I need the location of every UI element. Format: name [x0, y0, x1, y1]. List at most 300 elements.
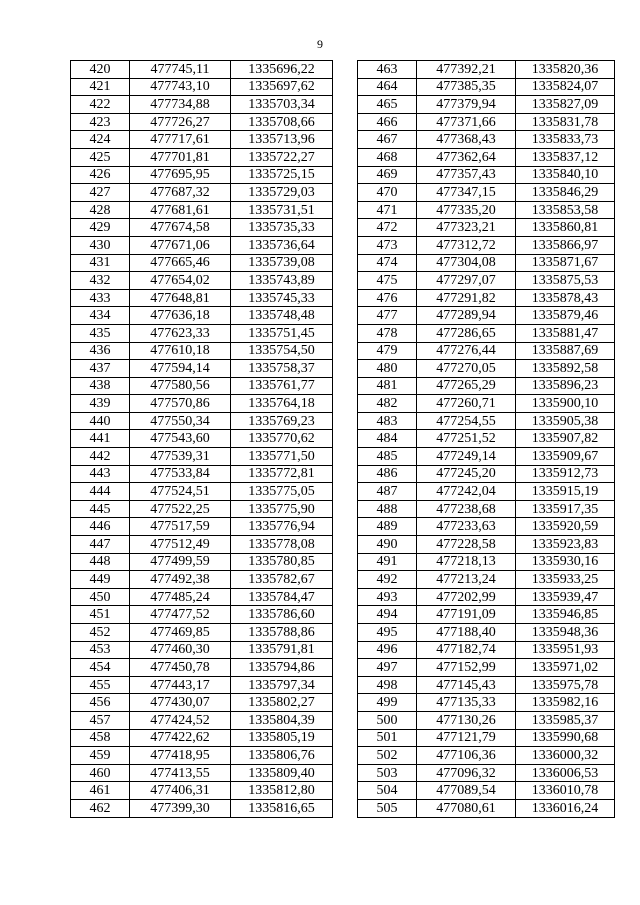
x-coordinate-cell: 477485,24 [130, 588, 231, 606]
table-row [358, 78, 615, 96]
table-row [358, 377, 615, 395]
table-row [71, 201, 333, 219]
table-row [358, 113, 615, 131]
table-row [71, 483, 333, 501]
y-coordinate-cell: 1335923,83 [516, 536, 615, 554]
x-coordinate-cell: 477254,55 [417, 412, 516, 430]
point-number-cell: 492 [358, 571, 417, 589]
x-coordinate-cell: 477539,31 [130, 448, 231, 466]
x-coordinate-cell: 477080,61 [417, 799, 516, 817]
y-coordinate-cell: 1335930,16 [516, 553, 615, 571]
table-row [358, 448, 615, 466]
table-row [71, 307, 333, 325]
point-number-cell: 440 [71, 412, 130, 430]
table-row [358, 96, 615, 114]
x-coordinate-cell: 477106,36 [417, 747, 516, 765]
y-coordinate-cell: 1335748,48 [231, 307, 333, 325]
point-number-cell: 434 [71, 307, 130, 325]
point-number-cell: 466 [358, 113, 417, 131]
y-coordinate-cell: 1335917,35 [516, 500, 615, 518]
table-row [71, 448, 333, 466]
y-coordinate-cell: 1335805,19 [231, 729, 333, 747]
y-coordinate-cell: 1335722,27 [231, 148, 333, 166]
x-coordinate-cell: 477362,64 [417, 148, 516, 166]
table-row [71, 289, 333, 307]
point-number-cell: 427 [71, 184, 130, 202]
table-row [358, 395, 615, 413]
table-row [358, 694, 615, 712]
point-number-cell: 500 [358, 711, 417, 729]
x-coordinate-cell: 477251,52 [417, 430, 516, 448]
y-coordinate-cell: 1335881,47 [516, 324, 615, 342]
point-number-cell: 467 [358, 131, 417, 149]
point-number-cell: 446 [71, 518, 130, 536]
y-coordinate-cell: 1335909,67 [516, 448, 615, 466]
point-number-cell: 451 [71, 606, 130, 624]
x-coordinate-cell: 477418,95 [130, 747, 231, 765]
y-coordinate-cell: 1335892,58 [516, 360, 615, 378]
x-coordinate-cell: 477312,72 [417, 236, 516, 254]
table-row [358, 747, 615, 765]
x-coordinate-cell: 477385,35 [417, 78, 516, 96]
table-row [71, 236, 333, 254]
point-number-cell: 470 [358, 184, 417, 202]
x-coordinate-cell: 477522,25 [130, 500, 231, 518]
table-row [71, 676, 333, 694]
point-number-cell: 499 [358, 694, 417, 712]
point-number-cell: 485 [358, 448, 417, 466]
x-coordinate-cell: 477424,52 [130, 711, 231, 729]
point-number-cell: 482 [358, 395, 417, 413]
y-coordinate-cell: 1335776,94 [231, 518, 333, 536]
y-coordinate-cell: 1335708,66 [231, 113, 333, 131]
point-number-cell: 454 [71, 659, 130, 677]
x-coordinate-cell: 477524,51 [130, 483, 231, 501]
x-coordinate-cell: 477276,44 [417, 342, 516, 360]
table-row [71, 131, 333, 149]
point-number-cell: 425 [71, 148, 130, 166]
table-row [71, 571, 333, 589]
x-coordinate-cell: 477249,14 [417, 448, 516, 466]
y-coordinate-cell: 1336000,32 [516, 747, 615, 765]
y-coordinate-cell: 1335812,80 [231, 782, 333, 800]
x-coordinate-cell: 477357,43 [417, 166, 516, 184]
x-coordinate-cell: 477096,32 [417, 764, 516, 782]
point-number-cell: 462 [71, 799, 130, 817]
table-row [358, 201, 615, 219]
table-row [358, 184, 615, 202]
y-coordinate-cell: 1335846,29 [516, 184, 615, 202]
y-coordinate-cell: 1335907,82 [516, 430, 615, 448]
x-coordinate-cell: 477674,58 [130, 219, 231, 237]
table-row [358, 606, 615, 624]
point-number-cell: 497 [358, 659, 417, 677]
table-row [71, 78, 333, 96]
point-number-cell: 435 [71, 324, 130, 342]
y-coordinate-cell: 1335840,10 [516, 166, 615, 184]
y-coordinate-cell: 1335948,36 [516, 624, 615, 642]
y-coordinate-cell: 1335860,81 [516, 219, 615, 237]
y-coordinate-cell: 1335725,15 [231, 166, 333, 184]
x-coordinate-cell: 477543,60 [130, 430, 231, 448]
table-row [358, 483, 615, 501]
point-number-cell: 484 [358, 430, 417, 448]
y-coordinate-cell: 1335920,59 [516, 518, 615, 536]
y-coordinate-cell: 1335833,73 [516, 131, 615, 149]
coordinates-table-right [357, 60, 615, 818]
x-coordinate-cell: 477291,82 [417, 289, 516, 307]
y-coordinate-cell: 1335971,02 [516, 659, 615, 677]
y-coordinate-cell: 1335975,78 [516, 676, 615, 694]
x-coordinate-cell: 477265,29 [417, 377, 516, 395]
x-coordinate-cell: 477182,74 [417, 641, 516, 659]
point-number-cell: 437 [71, 360, 130, 378]
x-coordinate-cell: 477121,79 [417, 729, 516, 747]
table-row [71, 747, 333, 765]
table-row [71, 694, 333, 712]
x-coordinate-cell: 477533,84 [130, 465, 231, 483]
x-coordinate-cell: 477570,86 [130, 395, 231, 413]
table-row [358, 799, 615, 817]
table-row [358, 588, 615, 606]
point-number-cell: 423 [71, 113, 130, 131]
y-coordinate-cell: 1335713,96 [231, 131, 333, 149]
table-row [358, 500, 615, 518]
y-coordinate-cell: 1335939,47 [516, 588, 615, 606]
y-coordinate-cell: 1335739,08 [231, 254, 333, 272]
x-coordinate-cell: 477517,59 [130, 518, 231, 536]
x-coordinate-cell: 477304,08 [417, 254, 516, 272]
point-number-cell: 505 [358, 799, 417, 817]
point-number-cell: 447 [71, 536, 130, 554]
x-coordinate-cell: 477743,10 [130, 78, 231, 96]
table-row [71, 799, 333, 817]
x-coordinate-cell: 477610,18 [130, 342, 231, 360]
y-coordinate-cell: 1335786,60 [231, 606, 333, 624]
table-row [71, 395, 333, 413]
x-coordinate-cell: 477443,17 [130, 676, 231, 694]
table-row [71, 624, 333, 642]
point-number-cell: 456 [71, 694, 130, 712]
table-row [358, 553, 615, 571]
point-number-cell: 449 [71, 571, 130, 589]
y-coordinate-cell: 1335697,62 [231, 78, 333, 96]
y-coordinate-cell: 1335791,81 [231, 641, 333, 659]
y-coordinate-cell: 1335745,33 [231, 289, 333, 307]
table-row [71, 61, 333, 79]
point-number-cell: 488 [358, 500, 417, 518]
y-coordinate-cell: 1335780,85 [231, 553, 333, 571]
x-coordinate-cell: 477260,71 [417, 395, 516, 413]
y-coordinate-cell: 1335827,09 [516, 96, 615, 114]
table-row [358, 131, 615, 149]
table-row [71, 711, 333, 729]
point-number-cell: 452 [71, 624, 130, 642]
table-row [358, 782, 615, 800]
y-coordinate-cell: 1335915,19 [516, 483, 615, 501]
x-coordinate-cell: 477550,34 [130, 412, 231, 430]
table-row [358, 166, 615, 184]
point-number-cell: 491 [358, 553, 417, 571]
table-row [71, 588, 333, 606]
x-coordinate-cell: 477130,26 [417, 711, 516, 729]
x-coordinate-cell: 477413,55 [130, 764, 231, 782]
table-row [71, 430, 333, 448]
x-coordinate-cell: 477270,05 [417, 360, 516, 378]
x-coordinate-cell: 477191,09 [417, 606, 516, 624]
point-number-cell: 476 [358, 289, 417, 307]
table-row [358, 324, 615, 342]
table-row [358, 412, 615, 430]
x-coordinate-cell: 477202,99 [417, 588, 516, 606]
point-number-cell: 494 [358, 606, 417, 624]
table-row [358, 430, 615, 448]
y-coordinate-cell: 1335769,23 [231, 412, 333, 430]
x-coordinate-cell: 477406,31 [130, 782, 231, 800]
y-coordinate-cell: 1335771,50 [231, 448, 333, 466]
y-coordinate-cell: 1335758,37 [231, 360, 333, 378]
table-row [71, 254, 333, 272]
x-coordinate-cell: 477188,40 [417, 624, 516, 642]
point-number-cell: 493 [358, 588, 417, 606]
point-number-cell: 436 [71, 342, 130, 360]
y-coordinate-cell: 1335754,50 [231, 342, 333, 360]
y-coordinate-cell: 1335761,77 [231, 377, 333, 395]
point-number-cell: 422 [71, 96, 130, 114]
point-number-cell: 475 [358, 272, 417, 290]
x-coordinate-cell: 477745,11 [130, 61, 231, 79]
x-coordinate-cell: 477286,65 [417, 324, 516, 342]
table-row [71, 641, 333, 659]
point-number-cell: 501 [358, 729, 417, 747]
point-number-cell: 504 [358, 782, 417, 800]
table-row [71, 166, 333, 184]
table-row [71, 412, 333, 430]
point-number-cell: 498 [358, 676, 417, 694]
y-coordinate-cell: 1335837,12 [516, 148, 615, 166]
x-coordinate-cell: 477430,07 [130, 694, 231, 712]
x-coordinate-cell: 477242,04 [417, 483, 516, 501]
y-coordinate-cell: 1335887,69 [516, 342, 615, 360]
table-row [71, 219, 333, 237]
y-coordinate-cell: 1336016,24 [516, 799, 615, 817]
y-coordinate-cell: 1336010,78 [516, 782, 615, 800]
point-number-cell: 502 [358, 747, 417, 765]
y-coordinate-cell: 1335824,07 [516, 78, 615, 96]
y-coordinate-cell: 1335696,22 [231, 61, 333, 79]
point-number-cell: 469 [358, 166, 417, 184]
x-coordinate-cell: 477701,81 [130, 148, 231, 166]
y-coordinate-cell: 1335736,64 [231, 236, 333, 254]
point-number-cell: 496 [358, 641, 417, 659]
y-coordinate-cell: 1335797,34 [231, 676, 333, 694]
y-coordinate-cell: 1335788,86 [231, 624, 333, 642]
x-coordinate-cell: 477379,94 [417, 96, 516, 114]
x-coordinate-cell: 477687,32 [130, 184, 231, 202]
point-number-cell: 459 [71, 747, 130, 765]
y-coordinate-cell: 1335878,43 [516, 289, 615, 307]
y-coordinate-cell: 1335794,86 [231, 659, 333, 677]
y-coordinate-cell: 1335731,51 [231, 201, 333, 219]
point-number-cell: 433 [71, 289, 130, 307]
table-row [71, 764, 333, 782]
table-row [358, 711, 615, 729]
table-row [358, 465, 615, 483]
point-number-cell: 481 [358, 377, 417, 395]
point-number-cell: 424 [71, 131, 130, 149]
point-number-cell: 474 [358, 254, 417, 272]
x-coordinate-cell: 477145,43 [417, 676, 516, 694]
table-row [358, 272, 615, 290]
table-row [71, 360, 333, 378]
point-number-cell: 483 [358, 412, 417, 430]
table-row [358, 536, 615, 554]
point-number-cell: 432 [71, 272, 130, 290]
point-number-cell: 486 [358, 465, 417, 483]
table-row [71, 500, 333, 518]
point-number-cell: 450 [71, 588, 130, 606]
point-number-cell: 429 [71, 219, 130, 237]
point-number-cell: 438 [71, 377, 130, 395]
table-row [358, 342, 615, 360]
point-number-cell: 461 [71, 782, 130, 800]
x-coordinate-cell: 477594,14 [130, 360, 231, 378]
y-coordinate-cell: 1335982,16 [516, 694, 615, 712]
y-coordinate-cell: 1335933,25 [516, 571, 615, 589]
y-coordinate-cell: 1336006,53 [516, 764, 615, 782]
point-number-cell: 465 [358, 96, 417, 114]
table-row [358, 641, 615, 659]
x-coordinate-cell: 477392,21 [417, 61, 516, 79]
y-coordinate-cell: 1335772,81 [231, 465, 333, 483]
x-coordinate-cell: 477323,21 [417, 219, 516, 237]
point-number-cell: 426 [71, 166, 130, 184]
y-coordinate-cell: 1335985,37 [516, 711, 615, 729]
point-number-cell: 457 [71, 711, 130, 729]
x-coordinate-cell: 477580,56 [130, 377, 231, 395]
y-coordinate-cell: 1335770,62 [231, 430, 333, 448]
y-coordinate-cell: 1335951,93 [516, 641, 615, 659]
table-row [71, 184, 333, 202]
x-coordinate-cell: 477245,20 [417, 465, 516, 483]
y-coordinate-cell: 1335751,45 [231, 324, 333, 342]
x-coordinate-cell: 477623,33 [130, 324, 231, 342]
y-coordinate-cell: 1335990,68 [516, 729, 615, 747]
table-row [358, 360, 615, 378]
x-coordinate-cell: 477726,27 [130, 113, 231, 131]
x-coordinate-cell: 477238,68 [417, 500, 516, 518]
table-row [358, 254, 615, 272]
table-row [358, 571, 615, 589]
x-coordinate-cell: 477213,24 [417, 571, 516, 589]
point-number-cell: 472 [358, 219, 417, 237]
y-coordinate-cell: 1335775,90 [231, 500, 333, 518]
point-number-cell: 448 [71, 553, 130, 571]
x-coordinate-cell: 477648,81 [130, 289, 231, 307]
x-coordinate-cell: 477347,15 [417, 184, 516, 202]
y-coordinate-cell: 1335896,23 [516, 377, 615, 395]
table-row [358, 676, 615, 694]
y-coordinate-cell: 1335905,38 [516, 412, 615, 430]
y-coordinate-cell: 1335875,53 [516, 272, 615, 290]
point-number-cell: 441 [71, 430, 130, 448]
point-number-cell: 430 [71, 236, 130, 254]
table-row [71, 729, 333, 747]
x-coordinate-cell: 477399,30 [130, 799, 231, 817]
point-number-cell: 428 [71, 201, 130, 219]
point-number-cell: 455 [71, 676, 130, 694]
y-coordinate-cell: 1335806,76 [231, 747, 333, 765]
point-number-cell: 444 [71, 483, 130, 501]
x-coordinate-cell: 477469,85 [130, 624, 231, 642]
y-coordinate-cell: 1335946,85 [516, 606, 615, 624]
x-coordinate-cell: 477695,95 [130, 166, 231, 184]
table-row [358, 764, 615, 782]
point-number-cell: 439 [71, 395, 130, 413]
table-row [358, 729, 615, 747]
table-row [71, 324, 333, 342]
table-row [358, 307, 615, 325]
point-number-cell: 463 [358, 61, 417, 79]
x-coordinate-cell: 477734,88 [130, 96, 231, 114]
point-number-cell: 489 [358, 518, 417, 536]
table-row [71, 465, 333, 483]
point-number-cell: 478 [358, 324, 417, 342]
y-coordinate-cell: 1335816,65 [231, 799, 333, 817]
y-coordinate-cell: 1335871,67 [516, 254, 615, 272]
table-row [71, 782, 333, 800]
y-coordinate-cell: 1335743,89 [231, 272, 333, 290]
x-coordinate-cell: 477289,94 [417, 307, 516, 325]
x-coordinate-cell: 477512,49 [130, 536, 231, 554]
x-coordinate-cell: 477297,07 [417, 272, 516, 290]
x-coordinate-cell: 477665,46 [130, 254, 231, 272]
table-row [71, 148, 333, 166]
x-coordinate-cell: 477460,30 [130, 641, 231, 659]
table-row [71, 96, 333, 114]
table-row [71, 272, 333, 290]
y-coordinate-cell: 1335764,18 [231, 395, 333, 413]
point-number-cell: 487 [358, 483, 417, 501]
table-row [71, 536, 333, 554]
x-coordinate-cell: 477654,02 [130, 272, 231, 290]
y-coordinate-cell: 1335820,36 [516, 61, 615, 79]
y-coordinate-cell: 1335809,40 [231, 764, 333, 782]
table-row [358, 518, 615, 536]
y-coordinate-cell: 1335866,97 [516, 236, 615, 254]
x-coordinate-cell: 477636,18 [130, 307, 231, 325]
point-number-cell: 468 [358, 148, 417, 166]
y-coordinate-cell: 1335900,10 [516, 395, 615, 413]
point-number-cell: 443 [71, 465, 130, 483]
x-coordinate-cell: 477135,33 [417, 694, 516, 712]
point-number-cell: 477 [358, 307, 417, 325]
table-row [358, 624, 615, 642]
y-coordinate-cell: 1335804,39 [231, 711, 333, 729]
table-row [71, 113, 333, 131]
y-coordinate-cell: 1335782,67 [231, 571, 333, 589]
point-number-cell: 479 [358, 342, 417, 360]
x-coordinate-cell: 477717,61 [130, 131, 231, 149]
table-row [358, 219, 615, 237]
y-coordinate-cell: 1335729,03 [231, 184, 333, 202]
x-coordinate-cell: 477228,58 [417, 536, 516, 554]
x-coordinate-cell: 477233,63 [417, 518, 516, 536]
y-coordinate-cell: 1335784,47 [231, 588, 333, 606]
y-coordinate-cell: 1335703,34 [231, 96, 333, 114]
x-coordinate-cell: 477499,59 [130, 553, 231, 571]
point-number-cell: 473 [358, 236, 417, 254]
